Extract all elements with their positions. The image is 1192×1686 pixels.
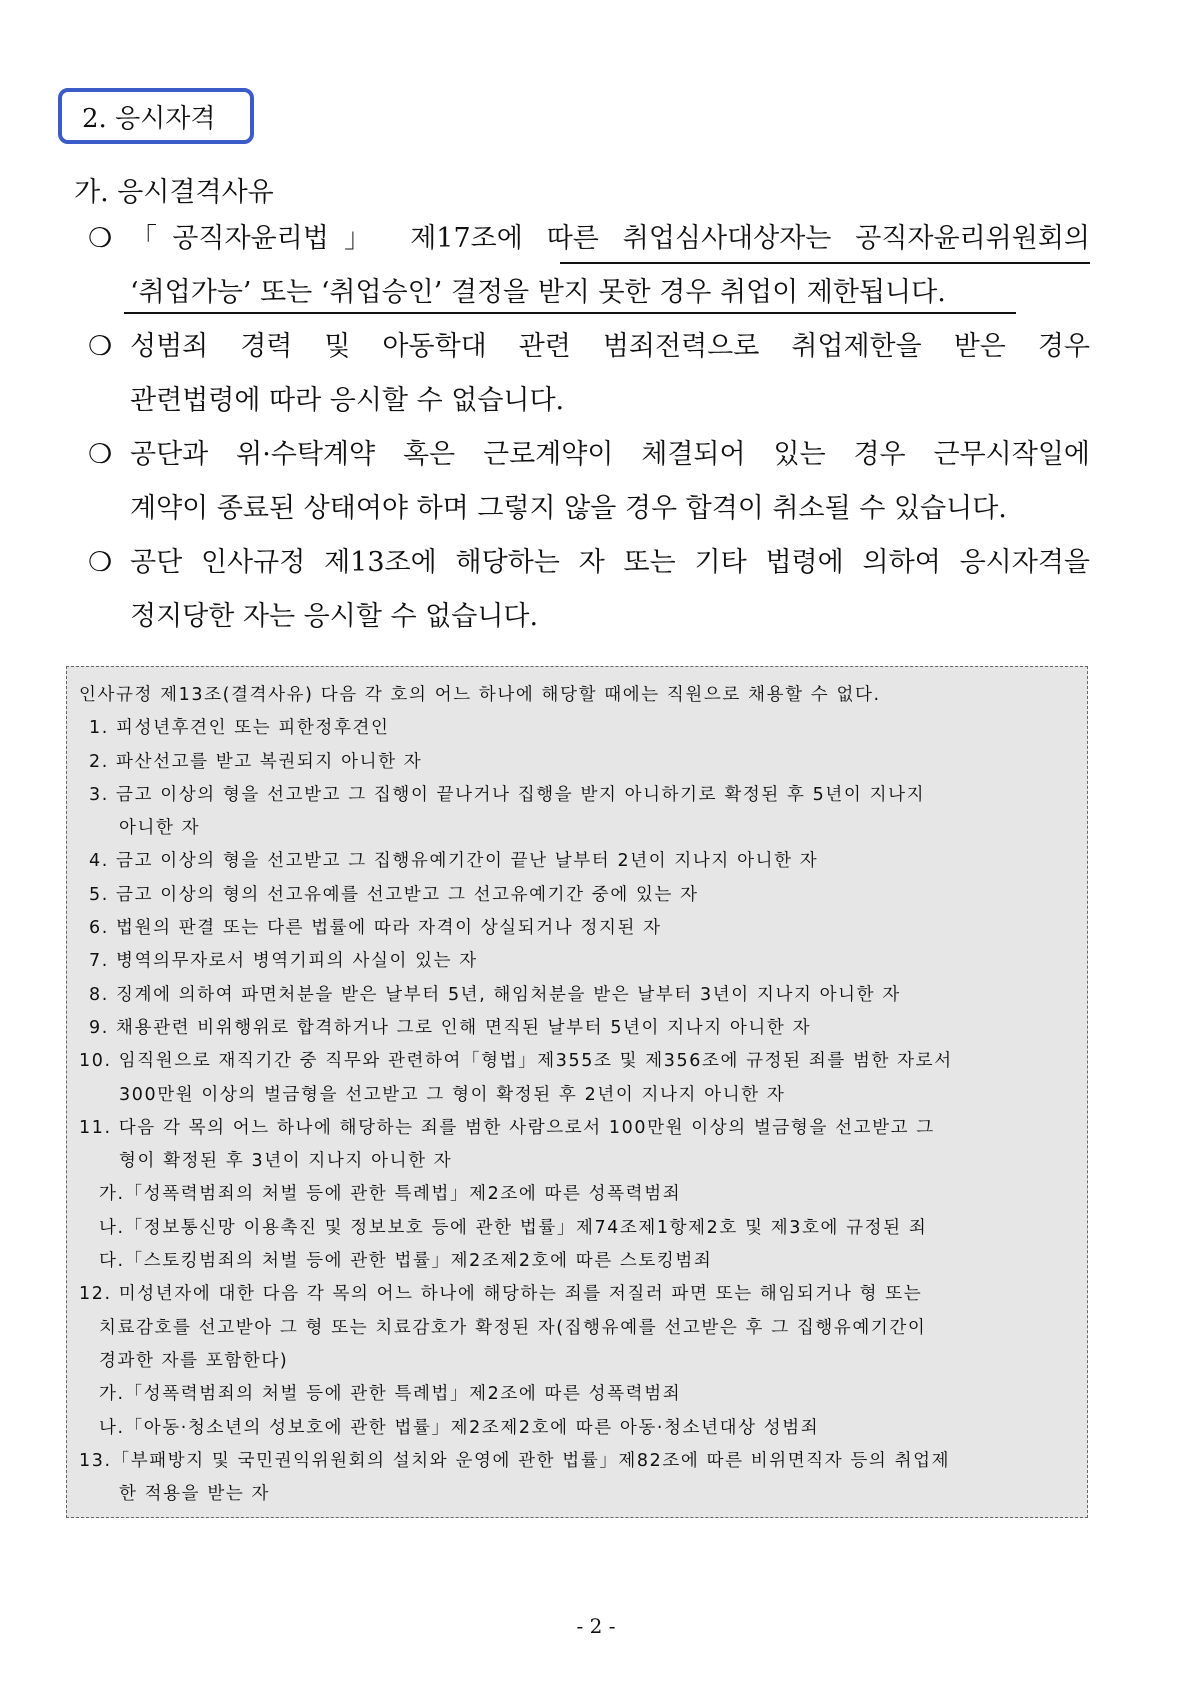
- bullet-mark-icon: ❍: [88, 547, 113, 578]
- regulation-row: 다.「스토킹범죄의 처벌 등에 관한 법률」제2조제2호에 따른 스토킹범죄: [99, 1251, 713, 1272]
- bullet-line: 계약이 종료된 상태여야 하며 그렇지 않을 경우 합격이 취소될 수 있습니다.: [130, 493, 1007, 524]
- page-number: - 2 -: [576, 1614, 616, 1638]
- regulation-row: 4. 금고 이상의 형을 선고받고 그 집행유예기간이 끝난 날부터 2년이 지나지 아니한 자: [89, 851, 819, 872]
- regulation-row: 형이 확정된 후 3년이 지나지 아니한 자: [119, 1151, 453, 1172]
- bullet-item: [88, 320, 1090, 428]
- regulation-row: 가.「성폭력범죄의 처벌 등에 관한 특례법」제2조에 따른 성폭력범죄: [99, 1184, 682, 1205]
- bullet-item: [88, 212, 1090, 320]
- underline-decoration: [560, 262, 1090, 264]
- regulation-heading: 인사규정 제13조(결격사유) 다음 각 호의 어느 하나에 해당할 때에는 직원으로 채용할 수 없다.: [79, 685, 881, 705]
- underline-decoration: [124, 312, 1016, 314]
- bullet-mark-icon: ❍: [88, 223, 113, 254]
- regulation-row: 나.「아동·청소년의 성보호에 관한 법률」제2조제2호에 따른 아동·청소년대상 성범죄: [99, 1417, 820, 1438]
- bullet-line: 관련법령에 따라 응시할 수 없습니다.: [130, 385, 565, 416]
- regulation-row: 경과한 자를 포함한다): [99, 1350, 289, 1371]
- regulation-row: 3. 금고 이상의 형을 선고받고 그 집행이 끝나거나 집행을 받지 아니하기로 확정된 후 5년이 지나지: [89, 784, 926, 805]
- subheading: 가. 응시결격사유: [74, 177, 274, 208]
- bullet-line: 공단과 위·수탁계약 혹은 근로계약이 체결되어 있는 경우 근무시작일에: [130, 439, 1090, 470]
- regulation-row: 가.「성폭력범죄의 처벌 등에 관한 특례법」제2조에 따른 성폭력범죄: [99, 1384, 682, 1405]
- bullet-line: 성범죄 경력 및 아동학대 관련 범죄전력으로 취업제한을 받은 경우: [130, 331, 1090, 362]
- regulation-row: 11. 다음 각 목의 어느 하나에 해당하는 죄를 범한 사람으로서 100만원 이상의 벌금형을 선고받고 그: [79, 1117, 935, 1138]
- regulation-row: 8. 징계에 의하여 파면처분을 받은 날부터 5년, 해임처분을 받은 날부터 3년이 지나지 아니한 자: [89, 984, 901, 1005]
- regulation-row: 7. 병역의무자로서 병역기피의 사실이 있는 자: [89, 951, 478, 972]
- regulation-row: 2. 파산선고를 받고 복권되지 아니한 자: [89, 751, 423, 772]
- regulation-row: 12. 미성년자에 대한 다음 각 목의 어느 하나에 해당하는 죄를 저질러 파면 또는 해임되거나 형 또는: [79, 1284, 923, 1305]
- regulation-row: 1. 피성년후견인 또는 피한정후견인: [89, 718, 390, 739]
- regulation-row: 13.「부패방지 및 국민권익위원회의 설치와 운영에 관한 법률」제82조에 따른 비위면직자 등의 취업제: [79, 1450, 951, 1471]
- regulation-row: 6. 법원의 판결 또는 다른 법률에 따라 자격이 상실되거나 정지된 자: [89, 918, 662, 939]
- bullet-line: 「공직자윤리법」 제17조에 따른 취업심사대상자는 공직자윤리위원회의: [130, 223, 1090, 254]
- bullet-item: [88, 536, 1090, 644]
- regulation-row: 나.「정보통신망 이용촉진 및 정보보호 등에 관한 법률」제74조제1항제2호 및 제3호에 규정된 죄: [99, 1217, 928, 1238]
- bullet-line: 공단 인사규정 제13조에 해당하는 자 또는 기타 법령에 의하여 응시자격을: [130, 547, 1090, 578]
- bullet-item: [88, 428, 1090, 536]
- regulation-row: 치료감호를 선고받아 그 형 또는 치료감호가 확정된 자(집행유예를 선고받은 후 그 집행유예기간이: [99, 1317, 927, 1338]
- section-title: 2. 응시자격: [58, 88, 254, 144]
- bullet-line: 정지당한 자는 응시할 수 없습니다.: [130, 601, 539, 632]
- regulation-row: 9. 채용관련 비위행위로 합격하거나 그로 인해 면직된 날부터 5년이 지나지 아니한 자: [89, 1017, 812, 1038]
- regulation-box: [66, 666, 1088, 1518]
- regulation-row: 10. 임직원으로 재직기간 중 직무와 관련하여「형법」제355조 및 제356조에 규정된 죄를 범한 자로서: [79, 1051, 953, 1072]
- bullet-mark-icon: ❍: [88, 439, 113, 470]
- bullet-mark-icon: ❍: [88, 331, 113, 362]
- regulation-row: 5. 금고 이상의 형의 선고유예를 선고받고 그 선고유예기간 중에 있는 자: [89, 884, 699, 905]
- bullet-line: ‘취업가능’ 또는 ‘취업승인’ 결정을 받지 못한 경우 취업이 제한됩니다.: [130, 277, 946, 308]
- regulation-row: 아니한 자: [119, 818, 201, 839]
- regulation-row: 한 적용을 받는 자: [119, 1484, 271, 1505]
- regulation-row: 300만원 이상의 벌금형을 선고받고 그 형이 확정된 후 2년이 지나지 아니한 자: [119, 1084, 786, 1105]
